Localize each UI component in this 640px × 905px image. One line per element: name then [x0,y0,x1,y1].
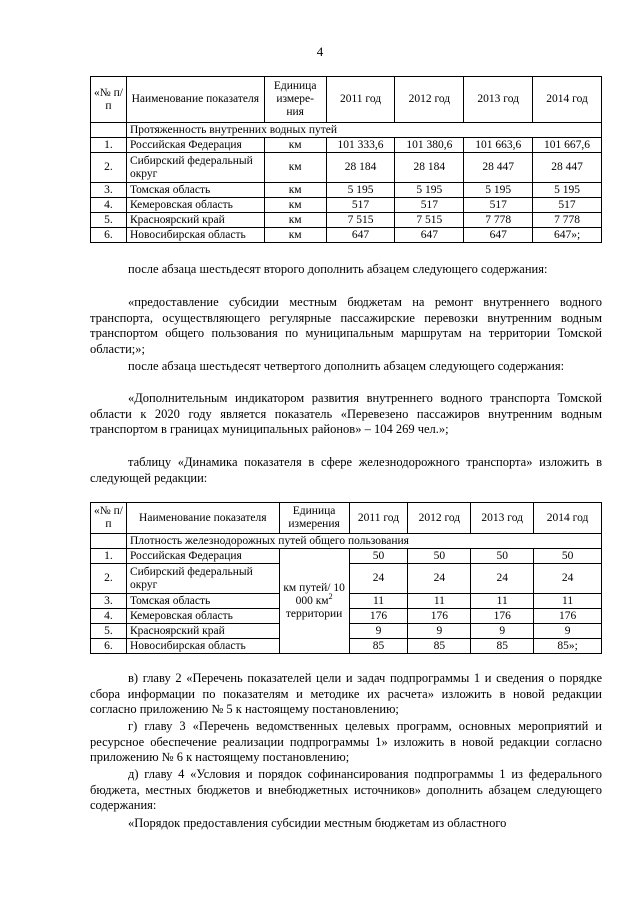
unit-cell: км [264,183,326,198]
unit-superscript: 2 [328,591,333,601]
value-cell: 5 195 [326,183,395,198]
header-cell: 2012 год [395,77,464,123]
value-cell: 517 [395,198,464,213]
value-cell: 28 447 [533,153,602,183]
value-cell: 28 184 [326,153,395,183]
row-number: 2. [91,153,127,183]
header-cell: Наименование показателя [126,77,264,123]
value-cell: 85 [408,639,471,654]
value-cell: 9 [471,624,534,639]
section-row [91,534,602,549]
value-cell: 5 195 [464,183,533,198]
row-number: 3. [91,183,127,198]
unit-text-tail: территории [285,607,343,620]
indicator-name: Новосибирская область [126,228,264,243]
value-cell: 11 [408,594,471,609]
unit-cell: км [264,198,326,213]
value-cell: 24 [349,564,408,594]
paragraph: «Дополнительным индикатором развития внутреннего водного транспорта Томской области к 2020 году является показатель «Перевезено пассажиров внутренним водным транспортом в границах муниципальных районов» – 104 269 чел.»; [90,391,602,436]
value-cell: 176 [534,609,602,624]
section-row [91,123,602,138]
value-cell: 11 [534,594,602,609]
value-cell: 24 [471,564,534,594]
value-cell: 24 [534,564,602,594]
header-cell: Единица измере-ния [264,77,326,123]
row-number: 4. [91,198,127,213]
indicator-name: Российская Федерация [126,138,264,153]
value-cell: 7 778 [533,213,602,228]
row-number: 5. [91,624,127,639]
value-cell: 517 [326,198,395,213]
row-number: 6. [91,639,127,654]
indicator-name: Кемеровская область [126,609,279,624]
value-cell: 50 [534,549,602,564]
value-cell: 9 [408,624,471,639]
paragraph: таблицу «Динамика показателя в сфере железнодорожного транспорта» изложить в следующей редакции: [90,455,602,485]
value-cell: 647»; [533,228,602,243]
table-row [91,138,602,153]
paragraph: после абзаца шестьдесят четвертого дополнить абзацем следующего содержания: [128,359,565,373]
value-cell: 101 333,6 [326,138,395,153]
paragraph: после абзаца шестьдесят второго дополнить абзацем следующего содержания: [128,262,548,276]
indicator-name: Красноярский край [126,213,264,228]
indicator-name: Томская область [126,594,279,609]
header-cell: «№ п/п [91,77,127,123]
row-number: 2. [91,564,127,594]
railway-density-table [90,502,602,654]
indicator-name: Кемеровская область [126,198,264,213]
table-row [91,198,602,213]
paragraph: «Порядок предоставления субсидии местным бюджетам из областного [128,816,507,830]
table-row [91,549,602,564]
header-cell: 2013 год [471,503,534,534]
unit-text: км путей/ 10 000 км [283,581,345,607]
table-row [91,228,602,243]
value-cell: 7 515 [395,213,464,228]
value-cell: 7 515 [326,213,395,228]
section-title: Протяженность внутренних водных путей [126,123,601,138]
value-cell: 7 778 [464,213,533,228]
unit-cell: км [264,153,326,183]
value-cell: 85»; [534,639,602,654]
value-cell: 517 [464,198,533,213]
indicator-name: Красноярский край [126,624,279,639]
value-cell: 647 [464,228,533,243]
value-cell: 50 [408,549,471,564]
row-number: 3. [91,594,127,609]
value-cell: 647 [326,228,395,243]
header-cell: 2011 год [326,77,395,123]
value-cell: 101 380,6 [395,138,464,153]
paragraph: г) главу 3 «Перечень ведомственных целевых программ, основных мероприятий и ресурсное обеспечение реализации подпрограммы 1» изложить в новой редакции согласно приложению № 6 к настоящему постановлению; [90,719,602,764]
value-cell: 5 195 [533,183,602,198]
row-number: 4. [91,609,127,624]
value-cell: 647 [395,228,464,243]
value-cell: 11 [349,594,408,609]
paragraph: «предоставление субсидии местным бюджетам на ремонт внутреннего водного транспорта, осуществляющего регулярные пассажирские перевозки внутренним водным транспортом общего пользования по муниципальным маршрутам на территории Томской области;»; [90,295,602,356]
value-cell: 28 447 [464,153,533,183]
header-cell: 2014 год [533,77,602,123]
header-cell: Наименование показателя [126,503,279,534]
indicator-name: Сибирский федеральный округ [126,564,279,594]
value-cell: 5 195 [395,183,464,198]
table-row [91,213,602,228]
unit-cell: км [264,228,326,243]
value-cell: 85 [471,639,534,654]
header-cell: 2014 год [534,503,602,534]
header-cell: 2012 год [408,503,471,534]
value-cell: 101 663,6 [464,138,533,153]
value-cell: 176 [471,609,534,624]
section-title: Плотность железнодорожных путей общего пользования [126,534,601,549]
header-cell: 2011 год [349,503,408,534]
row-number: 6. [91,228,127,243]
value-cell: 176 [408,609,471,624]
indicator-name: Российская Федерация [126,549,279,564]
header-cell: Единица измерения [279,503,349,534]
value-cell: 50 [349,549,408,564]
header-cell: 2013 год [464,77,533,123]
paragraph: в) главу 2 «Перечень показателей цели и задач подпрограммы 1 и сведения о порядке сбора информации по показателям и методике их расчета» изложить в новой редакции согласно приложению № 5 к настоящему постановлению; [90,671,602,716]
value-cell: 9 [349,624,408,639]
paragraph: д) главу 4 «Условия и порядок софинансирования подпрограммы 1 из федерального бюджета, местных бюджетов и внебюджетных источников» дополнить абзацем следующего содержания: [90,767,602,812]
header-cell: «№ п/п [91,503,127,534]
row-number: 1. [91,138,127,153]
unit-cell: км [264,213,326,228]
indicator-name: Новосибирская область [126,639,279,654]
inland-waterways-table [90,76,602,243]
row-number: 5. [91,213,127,228]
row-number: 1. [91,549,127,564]
value-cell: 28 184 [395,153,464,183]
value-cell: 85 [349,639,408,654]
table-header-row [91,77,602,123]
table-header-row [91,503,602,534]
unit-cell [279,549,349,654]
value-cell: 517 [533,198,602,213]
value-cell: 176 [349,609,408,624]
page-number: 4 [316,44,324,59]
value-cell: 101 667,6 [533,138,602,153]
indicator-name: Сибирский федеральный округ [126,153,264,183]
table-row [91,183,602,198]
table-row [91,153,602,183]
value-cell: 9 [534,624,602,639]
indicator-name: Томская область [126,183,264,198]
value-cell: 11 [471,594,534,609]
value-cell: 24 [408,564,471,594]
value-cell: 50 [471,549,534,564]
unit-cell: км [264,138,326,153]
